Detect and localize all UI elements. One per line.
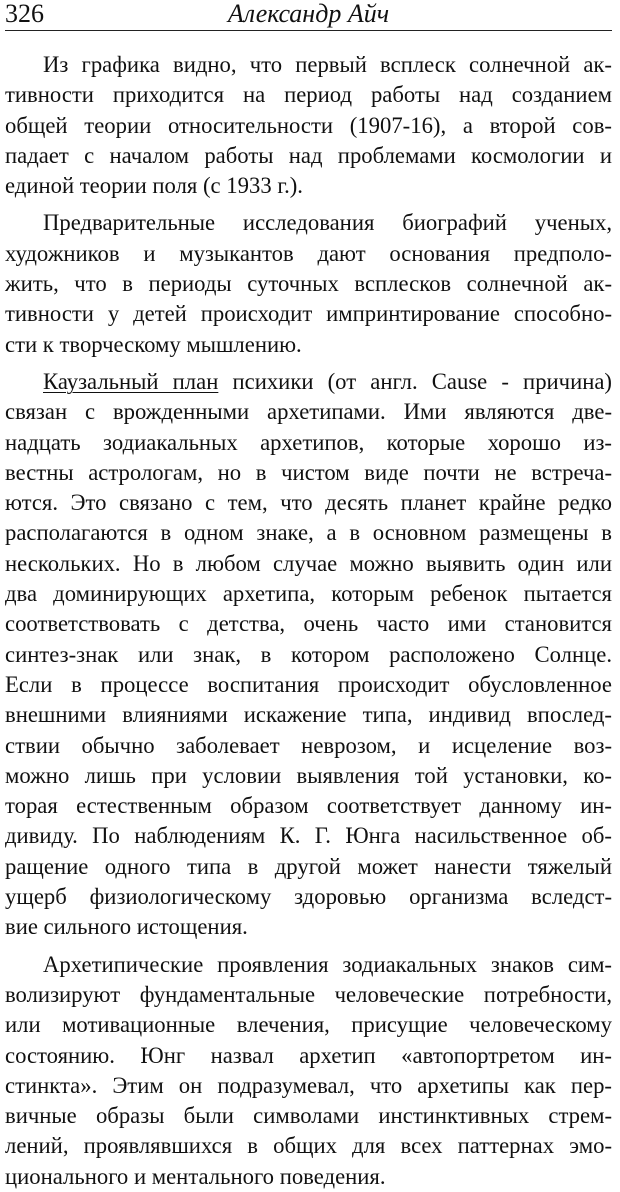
text-line: художников и музыкантов дают основания предполо- bbox=[5, 240, 612, 266]
paragraph-4 bbox=[5, 950, 612, 1192]
text-line: Архетипические проявления зодиакальных знаков сим- bbox=[43, 951, 612, 977]
text-line: стинкта». Этим он подразумевал, что архетипы как пер- bbox=[5, 1072, 612, 1098]
text-line: Из графика видно, что первый всплеск солнечной ак- bbox=[43, 52, 612, 77]
page-body bbox=[5, 50, 612, 1192]
text-line: вичные образы были символами инстинктивных стрем- bbox=[5, 1103, 612, 1129]
text-line: лений, проявлявшихся в общих для всех паттернах эмо- bbox=[5, 1133, 612, 1159]
text-line: или мотивационные влечения, присущие человеческому bbox=[5, 1012, 612, 1038]
paragraph-2 bbox=[5, 208, 612, 359]
text-line: синтез-знак или знак, в котором расположено Солнце. bbox=[5, 641, 612, 667]
text-line: тивности у детей происходит импринтирование способно- bbox=[5, 301, 612, 327]
underlined-term: Каузальный план bbox=[43, 368, 219, 394]
text-line: общей теории относительности (1907-16), а второй сов- bbox=[5, 112, 612, 138]
text-line: тивности приходится на период работы над созданием bbox=[5, 82, 612, 108]
text-line: торая естественным образом соответствует данному ин- bbox=[5, 793, 612, 819]
text-line: ращение одного типа в другой может нанести тяжелый bbox=[5, 853, 612, 879]
text-line: дивиду. По наблюдениям К. Г. Юнга насильственное об- bbox=[5, 823, 612, 849]
text-line: ционального и ментального поведения. bbox=[5, 1163, 386, 1189]
text-line: располагаются в одном знаке, а в основном размещены в bbox=[5, 520, 612, 546]
text-line: вие сильного истощения. bbox=[5, 914, 248, 940]
text-line: два доминирующих архетипа, которым ребенок пытается bbox=[5, 581, 612, 607]
text-line: ствии обычно заболевает неврозом, и исцеление воз- bbox=[5, 732, 612, 758]
text-line: Предварительные исследования биографий ученых, bbox=[43, 210, 612, 236]
running-title: Александр Айч bbox=[227, 0, 390, 28]
text-line: вестны астрологам, но в чистом виде почти не встреча- bbox=[5, 459, 612, 485]
text-line bbox=[5, 367, 612, 397]
page-number: 326 bbox=[5, 0, 44, 28]
text-line: связан с врожденными архетипами. Ими являются две- bbox=[5, 399, 612, 425]
text-line: сти к творческому мышлению. bbox=[5, 331, 302, 357]
text-fragment: психики (от англ. Cause - причина) bbox=[218, 368, 612, 394]
text-line: ущерб физиологическому здоровью организма вследст- bbox=[5, 884, 612, 910]
text-line: ются. Это связано с тем, что десять планет крайне редко bbox=[5, 490, 612, 516]
page-header bbox=[5, 0, 612, 31]
paragraph-3 bbox=[5, 367, 612, 943]
paragraph-1 bbox=[5, 50, 612, 201]
text-line: соответствовать с детства, очень часто ими становится bbox=[5, 611, 612, 637]
text-line: надцать зодиакальных архетипов, которые хорошо из- bbox=[5, 429, 612, 455]
text-line: можно лишь при условии выявления той установки, ко- bbox=[5, 762, 612, 788]
text-line: состоянию. Юнг назвал архетип «автопортретом ин- bbox=[5, 1042, 612, 1068]
text-line: волизируют фундаментальные человеческие потребности, bbox=[5, 981, 612, 1007]
text-line: единой теории поля (с 1933 г.). bbox=[5, 173, 303, 199]
text-line: внешними влияниями искажение типа, индивид впослед- bbox=[5, 702, 612, 728]
text-line: нескольких. Но в любом случае можно выявить один или bbox=[5, 550, 612, 576]
text-line: падает с началом работы над проблемами космологии и bbox=[5, 142, 612, 168]
text-line: жить, что в периоды суточных всплесков солнечной ак- bbox=[5, 271, 612, 297]
text-line: Если в процессе воспитания происходит обусловленное bbox=[5, 671, 612, 697]
